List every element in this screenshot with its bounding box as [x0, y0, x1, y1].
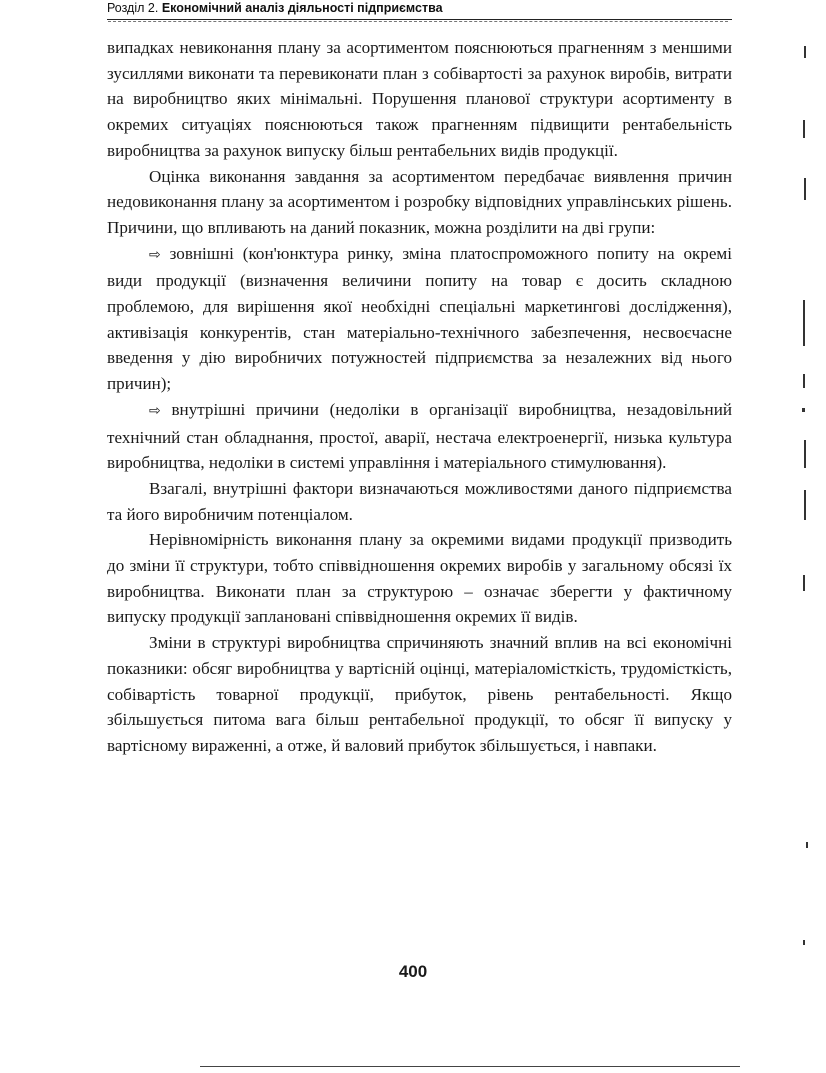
- arrow-icon: ⇨: [149, 246, 161, 263]
- paragraph-2: Оцінка виконання завдання за асортиментом передбачає виявлення причин недовиконання плану за асортиментом і розробку відповідних управлінських рішень. Причини, що впливають на даний показник, можна розділити на дві групи:: [107, 166, 732, 237]
- running-header: [107, 0, 732, 20]
- scan-speck: [806, 842, 808, 848]
- bullet-external: [107, 241, 732, 397]
- scan-speck: [803, 940, 805, 945]
- bullet-internal: [107, 397, 732, 476]
- bullet-external-text: зовнішні (кон'юнктура ринку, зміна платоспроможного попиту на окремі види продукції (визначення величини попиту на товар є досить складною проблемою, для вирішення якої необхідні спеціальні маркетингові дослідження), активізація конкурентів, стан матеріально-технічного забезпечення, несвоєчасне введення у дію виробничих потужностей підприємства за незалежних від нього причин);: [107, 243, 732, 394]
- scan-speck: [804, 178, 806, 200]
- header-text: [107, 1, 443, 15]
- scan-speck: [803, 575, 805, 591]
- bullet-internal-text: внутрішні причини (недоліки в організації виробництва, незадовільний технічний стан обладнання, простої, аварії, нестача електроенергії, низька культура виробництва, недоліки в системі управління і матеріального стимулювання).: [107, 399, 732, 473]
- paragraph-7: Зміни в структурі виробництва спричиняють значний вплив на всі економічні показники: обсяг виробництва у вартісній оцінці, матеріаломісткість, трудомісткість, собівартість товарної продукції, прибуток, рівень рентабельності. Якщо збільшується питома вага більш рентабельної продукції, то обсяг її випуску у вартісному вираженні, а отже, й валовий прибуток збільшується, і навпаки.: [107, 633, 732, 755]
- scan-speck: [802, 408, 805, 412]
- scan-speck: [803, 300, 805, 346]
- scan-speck: [804, 440, 806, 468]
- page-number: 400: [398, 962, 428, 981]
- scan-speck: [804, 490, 806, 520]
- header-dashed-rule: [108, 21, 728, 22]
- arrow-icon: ⇨: [149, 402, 161, 419]
- paragraph-1: випадках невиконання плану за асортиментом пояснюються прагненням з меншими зусиллями виконати та перевиконати план з собівартості за рахунок виробів, витрати на виробництво яких мінімальні. Порушення планової структури асортименту в окремих ситуаціях пояснюються також прагненням підвищити рентабельність виробництва за рахунок випуску більш рентабельних видів продукції.: [107, 38, 732, 160]
- header-section: Розділ 2.: [107, 1, 159, 15]
- header-title: Економічний аналіз діяльності підприємства: [161, 1, 443, 15]
- scan-speck: [804, 46, 806, 58]
- scan-speck: [803, 374, 805, 388]
- paragraph-5: Взагалі, внутрішні фактори визначаються можливостями даного підприємства та його виробничим потенціалом.: [107, 478, 732, 524]
- paragraph-6: Нерівномірність виконання плану за окремими видами продукції призводить до зміни її структури, тобто співвідношення окремих виробів у загальному обсязі їх виробництва. Виконати план за структурою – означає зберегти у фактичному випуску продукції заплановані співвідношення окремих її видів.: [107, 530, 732, 627]
- body-text: [107, 35, 732, 759]
- scan-speck: [803, 120, 805, 138]
- footer-rule: [200, 1066, 740, 1067]
